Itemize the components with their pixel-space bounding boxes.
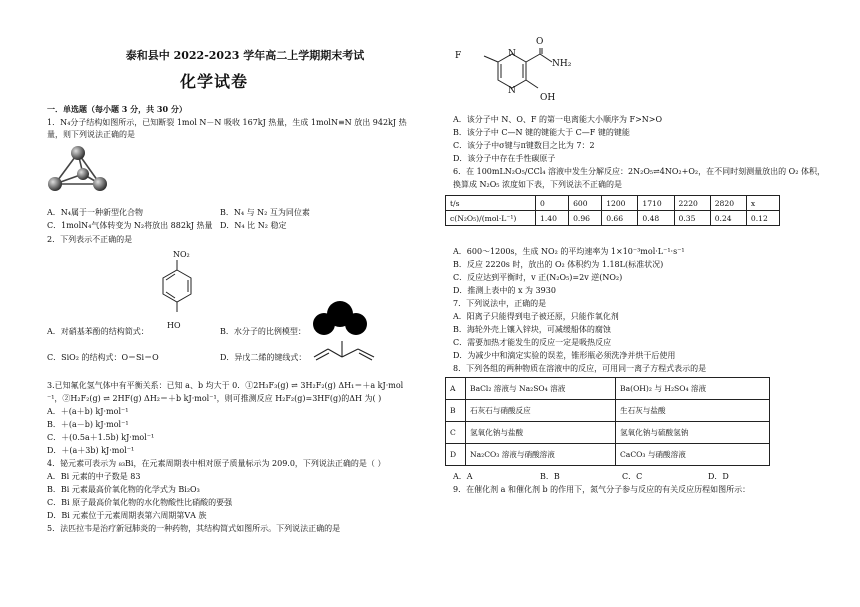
- q3-option-d: D．＋(a＋3b) kJ·mol⁻¹: [47, 446, 135, 455]
- q2-option-c: C．SiO₂ 的结构式：O＝Si＝O: [47, 353, 159, 362]
- q5-option-c: C．该分子中σ键与π键数目之比为 7：2: [453, 141, 595, 150]
- q2-option-b: B．水分子的比例模型：: [220, 327, 306, 336]
- fluorine-label: F: [455, 51, 462, 61]
- q1-stem-line2: 量，则下列说法正确的是: [47, 130, 135, 139]
- table-row: [446, 196, 780, 211]
- table-cell: 1.40: [536, 211, 569, 226]
- hydroxyl-label: HO: [167, 321, 181, 330]
- q1-option-a: A．N₄属于一种新型化合物: [47, 208, 143, 217]
- p-nitrophenol-structure: [155, 258, 200, 320]
- table-row: [446, 400, 770, 422]
- q5-option-a: A．该分子中 N、O、F 的第一电离能大小顺序为 F>N>O: [453, 115, 663, 124]
- nitro-group-label: NO₂: [173, 250, 190, 259]
- isoprene-skeletal-formula: [312, 335, 380, 363]
- q8-option-b: B．B: [540, 472, 560, 481]
- table-cell: 石灰石与硝酸反应: [466, 400, 616, 422]
- q3-stem-line1: 3.已知氟化氢气体中有平衡关系：已知 a、b 均大于 0．①2H₃F₃(g) ⇌ 3H₂F₂(g) ΔH₁＝＋a kJ·mol: [47, 381, 404, 390]
- q6-concentration-table: [445, 195, 780, 226]
- q3-stem-line2: ⁻¹，②H₂F₂(g) ⇌ 2HF(g) ΔH₂＝＋b kJ·mol⁻¹，则可推测反应 H₂F₂(g)=3HF(g)的ΔH 为( ): [47, 394, 382, 403]
- nitrogen-label-top: N: [508, 49, 516, 59]
- table-cell: BaCl₂ 溶液与 Na₂SO₄ 溶液: [466, 378, 616, 400]
- table-cell: Ba(OH)₂ 与 H₂SO₄ 溶液: [616, 378, 770, 400]
- q4-option-a: A．Bi 元素的中子数是 83: [47, 472, 141, 481]
- exam-title: 泰和县中 2022-2023 学年高二上学期期末考试: [125, 49, 365, 62]
- q7-option-c: C．需要加热才能发生的反应一定是吸热反应: [453, 338, 612, 347]
- table-row: [446, 211, 780, 226]
- table-cell: t/s: [446, 196, 536, 211]
- q6-option-b: B．反应 2220s 时，放出的 O₂ 体积约为 1.18L(标准状况): [453, 260, 664, 269]
- q7-option-d: D．为减少中和滴定实验的误差，锥形瓶必须洗净并烘干后使用: [453, 351, 676, 360]
- q4-option-d: D．Bi 元素位于元素周期表第六周期第ⅤA 族: [47, 511, 207, 520]
- q3-option-a: A．＋(a＋b) kJ·mol⁻¹: [47, 407, 129, 416]
- q6-option-a: A．600～1200s，生成 NO₂ 的平均速率为 1×10⁻³mol·L⁻¹·s⁻¹: [453, 247, 685, 256]
- table-row: [446, 422, 770, 444]
- table-cell: x: [746, 196, 779, 211]
- table-cell: C: [446, 422, 466, 444]
- q2-option-a: A．对硝基苯酚的结构简式：: [47, 327, 149, 336]
- amino-label: NH₂: [552, 59, 572, 69]
- table-cell: c(N₂O₅)/(mol·L⁻¹): [446, 211, 536, 226]
- q3-option-b: B．＋(a－b) kJ·mol⁻¹: [47, 420, 129, 429]
- q5-option-b: B．该分子中 C—N 键的键能大于 C—F 键的键能: [453, 128, 630, 137]
- q6-option-d: D．推测上表中的 x 为 3930: [453, 286, 556, 295]
- q4-option-c: C．Bi 原子最高价氧化物的水化物酸性比硝酸的要强: [47, 498, 233, 507]
- q2-option-d: D．异戊二烯的键线式：: [220, 353, 307, 362]
- table-cell: 0.24: [710, 211, 746, 226]
- q5-stem: 5．法匹拉韦是治疗新冠肺炎的一种药物，其结构简式如图所示。下列说法正确的是: [47, 524, 341, 533]
- q6-option-c: C．反应达到平衡时，v 正(N₂O₅)=2v 逆(NO₂): [453, 273, 623, 282]
- table-cell: 0.12: [746, 211, 779, 226]
- table-cell: Na₂CO₃ 溶液与硝酸溶液: [466, 444, 616, 466]
- table-cell: 600: [569, 196, 602, 211]
- table-cell: 0.96: [569, 211, 602, 226]
- q7-stem: 7．下列说法中，正确的是: [453, 299, 547, 308]
- q8-stem: 8．下列各组的两种物质在溶液中的反应，可用同一离子方程式表示的是: [453, 364, 707, 373]
- q1-stem-line1: 1．N₄分子结构如图所示，已知断裂 1mol N－N 吸收 167kJ 热量，生成 1molN≡N 放出 942kJ 热: [47, 118, 407, 127]
- table-cell: 1200: [602, 196, 638, 211]
- exam-subtitle: 化学试卷: [180, 72, 249, 91]
- nitrogen-label-bottom: N: [508, 86, 516, 96]
- oxygen-label: O: [536, 37, 544, 47]
- q7-option-a: A．阳离子只能得到电子被还原，只能作氧化剂: [453, 312, 619, 321]
- q9-stem: 9．在催化剂 a 和催化剂 b 的作用下，氮气分子参与反应的有关反应历程如图所示：: [453, 485, 751, 494]
- table-cell: 生石灰与盐酸: [616, 400, 770, 422]
- q3-option-c: C．＋(0.5a＋1.5b) kJ·mol⁻¹: [47, 433, 155, 442]
- table-row: [446, 378, 770, 400]
- table-cell: 0: [536, 196, 569, 211]
- table-cell: 氢氧化钠与盐酸: [466, 422, 616, 444]
- q8-option-a: A．A: [453, 472, 473, 481]
- table-cell: 2820: [710, 196, 746, 211]
- q4-option-b: B．Bi 元素最高价氧化物的化学式为 Bi₂O₃: [47, 485, 200, 494]
- q6-stem-line2: 换算成 N₂O₅ 浓度如下表，下列说法不正确的是: [453, 180, 623, 189]
- table-cell: CaCO₃ 与硝酸溶液: [616, 444, 770, 466]
- q1-option-b: B．N₄ 与 N₂ 互为同位素: [220, 208, 310, 217]
- q6-stem-line1: 6．在 100mLN₂O₅/CCl₄ 溶液中发生分解反应：2N₂O₅⇌4NO₂+O₂，在不同时刻测量放出的 O₂ 体积，: [453, 167, 825, 176]
- table-cell: 0.35: [674, 211, 710, 226]
- q7-option-b: B．海轮外壳上镶入锌块，可减缓船体的腐蚀: [453, 325, 611, 334]
- table-cell: 0.48: [638, 211, 674, 226]
- table-cell: 2220: [674, 196, 710, 211]
- q2-stem: 2．下列表示不正确的是: [47, 235, 133, 244]
- q1-option-c: C．1molN₄气体转变为 N₂将放出 882kJ 热量: [47, 221, 213, 230]
- q8-option-c: C．C: [622, 472, 643, 481]
- hydroxy-label: OH: [540, 93, 556, 103]
- q8-option-d: D．D: [708, 472, 729, 481]
- table-cell: B: [446, 400, 466, 422]
- table-cell: 0.66: [602, 211, 638, 226]
- n4-molecule-figure: [45, 142, 110, 197]
- table-cell: D: [446, 444, 466, 466]
- table-row: [446, 444, 770, 466]
- q5-option-d: D．该分子中存在手性碳原子: [453, 154, 556, 163]
- table-cell: 氢氧化钠与硫酸氢钠: [616, 422, 770, 444]
- q1-option-d: D．N₄ 比 N₂ 稳定: [220, 221, 287, 230]
- table-cell: 1710: [638, 196, 674, 211]
- q8-reaction-table: [445, 377, 770, 466]
- table-cell: A: [446, 378, 466, 400]
- q4-stem: 4．铋元素可表示为 ₈₃Bi，在元素周期表中相对原子质量标示为 209.0，下列说法正确的是（ ）: [47, 459, 386, 468]
- water-space-filling-model: [310, 300, 370, 338]
- section-heading: 一．单选题（每小题 3 分，共 30 分）: [47, 104, 187, 114]
